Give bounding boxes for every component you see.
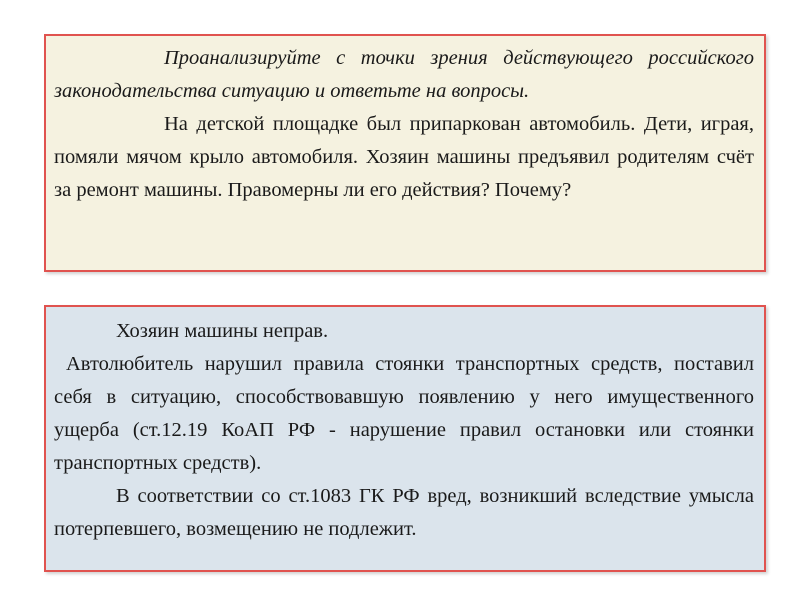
answer-reason: Автолюбитель нарушил правила стоянки транспортных средств, поставил себя в ситуацию, способствовавшую появлению у него имущественного ущерба (ст.12.19 КоАП РФ - нарушение правил остановки или стоянки транспортных средств). bbox=[54, 353, 754, 474]
task-panel bbox=[44, 34, 766, 272]
answer-panel bbox=[44, 305, 766, 572]
answer-law: В соответствии со ст.1083 ГК РФ вред, возникший вследствие умысла потерпевшего, возмещению не подлежит. bbox=[54, 485, 754, 540]
task-instruction: Проанализируйте с точки зрения действующего российского законодательства ситуацию и ответьте на вопросы. bbox=[54, 47, 754, 102]
task-situation: На детской площадке был припаркован автомобиль. Дети, играя, помяли мячом крыло автомобиля. Хозяин машины предъявил родителям счёт за ремонт машины. Правомерны ли его действия? Почему? bbox=[54, 113, 754, 201]
answer-verdict: Хозяин машины неправ. bbox=[116, 320, 329, 342]
